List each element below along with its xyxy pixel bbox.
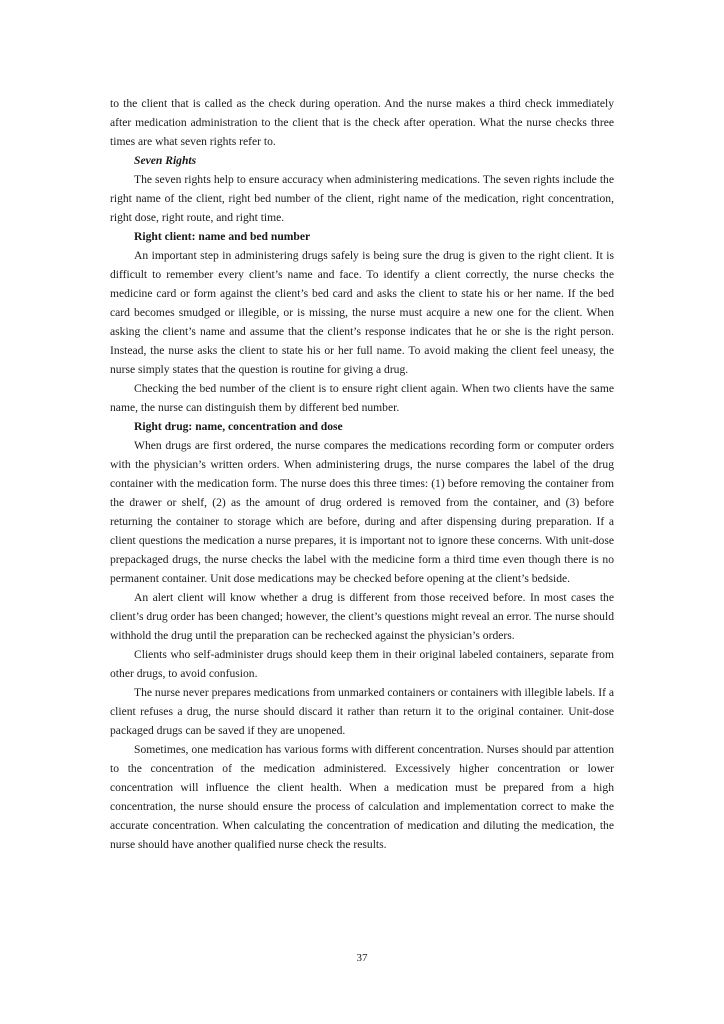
paragraph-self-administer: Clients who self-administer drugs should keep them in their original labeled containers, separate from other drugs, to avoid confusion. — [110, 648, 614, 680]
paragraph-right-client: An important step in administering drugs safely is being sure the drug is given to the right client. It is difficult to remember every client’s name and face. To identify a client correctly, the nurse checks the medicine card or form against the client’s bed card and asks the client to state his or her name. If the bed card becomes smudged or illegible, or is missing, the nurse must acquire a new one for the client. When asking the client’s name and assume that the client’s response indicates that he or she is the right person. Instead, the nurse asks the client to state his or her full name. To avoid making the client feel uneasy, the nurse simply states that the question is routine for giving a drug. — [110, 249, 614, 376]
paragraph-unmarked-containers: The nurse never prepares medications from unmarked containers or containers with illegible labels. If a client refuses a drug, the nurse should discard it rather than return it to the original container. Unit-dose packaged drugs can be saved if they are unopened. — [110, 686, 614, 737]
heading-seven-rights: Seven Rights — [134, 154, 197, 167]
paragraph-right-drug: When drugs are first ordered, the nurse compares the medications recording form or computer orders with the physician’s written orders. When administering drugs, the nurse compares the label of the drug container with the medication form. The nurse does this three times: (1) before removing the container from the drawer or shelf, (2) as the amount of drug ordered is removed from the container, and (3) before returning the container to storage which are before, during and after dispensing during preparation. If a client questions the medication a nurse prepares, it is important not to ignore these concerns. With unit-dose prepackaged drugs, the nurse checks the label with the medicine form a third time even though there is no permanent container. Unit dose medications may be checked before opening at the client’s bedside. — [110, 439, 614, 585]
paragraph-concentration: Sometimes, one medication has various forms with different concentration. Nurses should par attention to the concentration of the medication administered. Excessively higher concentration or lower concentration will influence the client health. When a medication must be prepared from a high concentration, the nurse should ensure the process of calculation and implementation correct to make the accurate concentration. When calculating the concentration of medication and diluting the medication, the nurse should have another qualified nurse check the results. — [110, 743, 614, 851]
document-body — [110, 94, 614, 854]
heading-right-client: Right client: name and bed number — [134, 230, 311, 243]
heading-right-drug: Right drug: name, concentration and dose — [134, 420, 343, 433]
paragraph-bed-number: Checking the bed number of the client is to ensure right client again. When two clients have the same name, the nurse can distinguish them by different bed number. — [110, 382, 614, 414]
paragraph-alert-client: An alert client will know whether a drug is different from those received before. In most cases the client’s drug order has been changed; however, the client’s questions might reveal an error. The nurse should withhold the drug until the preparation can be rechecked against the physician’s orders. — [110, 591, 614, 642]
page-number: 37 — [356, 952, 368, 964]
paragraph-continuation: to the client that is called as the check during operation. And the nurse makes a third check immediately after medication administration to the client that is the check after operation. What the nurse checks three times are what seven rights refer to. — [110, 97, 614, 148]
paragraph-seven-rights: The seven rights help to ensure accuracy when administering medications. The seven rights include the right name of the client, right bed number of the client, right name of the medication, right concentration, right dose, right route, and right time. — [110, 173, 614, 224]
